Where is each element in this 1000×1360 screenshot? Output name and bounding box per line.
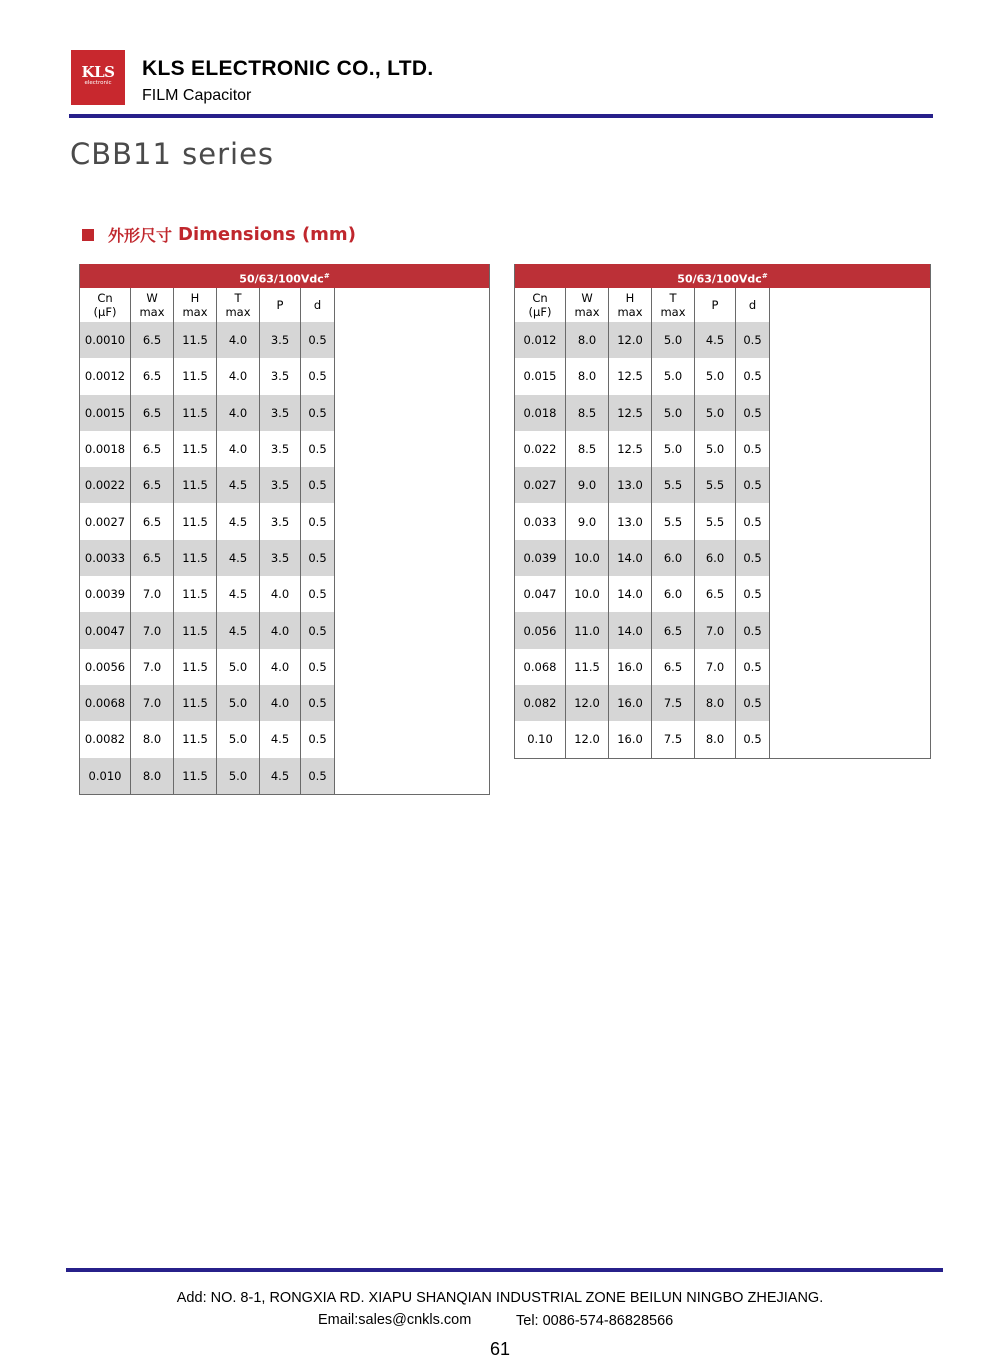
dimensions-table-right — [514, 264, 931, 759]
cell-d: 0.5 — [301, 758, 335, 794]
cell-h: 11.5 — [174, 540, 217, 576]
cell-t: 5.0 — [652, 322, 695, 358]
cell-p: 7.0 — [695, 612, 736, 648]
cell-p: 3.5 — [260, 322, 301, 358]
table-row — [515, 649, 930, 685]
table-row — [515, 576, 930, 612]
column-header-t — [652, 288, 695, 322]
table-header-row — [80, 288, 489, 322]
table-row — [515, 358, 930, 394]
column-header-sublabel: max — [617, 305, 643, 319]
cell-t: 4.5 — [217, 540, 260, 576]
cell-cn: 0.10 — [515, 721, 566, 757]
cell-cn: 0.068 — [515, 649, 566, 685]
column-header-sublabel: (µF) — [93, 305, 117, 319]
cell-p: 3.5 — [260, 395, 301, 431]
cell-p: 6.0 — [695, 540, 736, 576]
voltage-footnote-mark: # — [761, 272, 768, 280]
cell-d: 0.5 — [736, 685, 770, 721]
cell-t: 5.0 — [217, 758, 260, 794]
cell-t: 4.0 — [217, 322, 260, 358]
cell-h: 11.5 — [174, 649, 217, 685]
cell-t: 6.0 — [652, 576, 695, 612]
cell-d: 0.5 — [301, 503, 335, 539]
blank-cell — [335, 758, 488, 794]
cell-t: 4.5 — [217, 612, 260, 648]
table-row — [515, 685, 930, 721]
cell-cn: 0.039 — [515, 540, 566, 576]
cell-t: 5.0 — [217, 649, 260, 685]
cell-cn: 0.0068 — [80, 685, 131, 721]
cell-p: 4.0 — [260, 612, 301, 648]
cell-t: 5.0 — [652, 395, 695, 431]
column-header-sublabel: max — [182, 305, 208, 319]
table-row — [515, 540, 930, 576]
cell-p: 5.0 — [695, 395, 736, 431]
column-header-sublabel: max — [660, 305, 686, 319]
column-header-label: d — [313, 298, 322, 312]
cell-w: 8.5 — [566, 431, 609, 467]
cell-d: 0.5 — [736, 503, 770, 539]
cell-d: 0.5 — [301, 721, 335, 757]
cell-p: 7.0 — [695, 649, 736, 685]
cell-w: 12.0 — [566, 685, 609, 721]
cell-t: 4.0 — [217, 395, 260, 431]
cell-d: 0.5 — [301, 358, 335, 394]
cell-cn: 0.015 — [515, 358, 566, 394]
column-header-p — [695, 288, 736, 322]
blank-cell — [770, 540, 923, 576]
section-heading — [82, 223, 356, 246]
cell-d: 0.5 — [301, 431, 335, 467]
cell-cn: 0.0082 — [80, 721, 131, 757]
cell-w: 6.5 — [131, 540, 174, 576]
cell-t: 4.5 — [217, 576, 260, 612]
cell-h: 11.5 — [174, 612, 217, 648]
table-voltage-band — [515, 264, 930, 288]
cell-cn: 0.0047 — [80, 612, 131, 648]
cell-d: 0.5 — [301, 540, 335, 576]
blank-column — [335, 288, 488, 322]
table-row — [80, 576, 489, 612]
blank-cell — [335, 358, 488, 394]
cell-w: 6.5 — [131, 322, 174, 358]
cell-p: 3.5 — [260, 540, 301, 576]
blank-cell — [770, 576, 923, 612]
cell-w: 10.0 — [566, 576, 609, 612]
cell-h: 11.5 — [174, 358, 217, 394]
column-header-h — [174, 288, 217, 322]
cell-p: 6.5 — [695, 576, 736, 612]
cell-w: 6.5 — [131, 503, 174, 539]
cell-d: 0.5 — [736, 540, 770, 576]
blank-cell — [335, 395, 488, 431]
footer-email: Email:sales@cnkls.com — [318, 1312, 472, 1328]
column-header-label: T — [669, 291, 677, 305]
column-header-w — [566, 288, 609, 322]
table-row — [80, 503, 489, 539]
cell-cn: 0.0039 — [80, 576, 131, 612]
cell-h: 13.0 — [609, 467, 652, 503]
voltage-label: 50/63/100Vdc — [677, 272, 762, 286]
table-row — [80, 685, 489, 721]
cell-cn: 0.0018 — [80, 431, 131, 467]
cell-w: 10.0 — [566, 540, 609, 576]
cell-h: 11.5 — [174, 685, 217, 721]
cell-p: 4.5 — [260, 758, 301, 794]
cell-p: 5.0 — [695, 431, 736, 467]
cell-p: 8.0 — [695, 721, 736, 757]
cell-cn: 0.0015 — [80, 395, 131, 431]
cell-t: 5.0 — [217, 721, 260, 757]
table-row — [515, 503, 930, 539]
cell-p: 3.5 — [260, 503, 301, 539]
cell-t: 4.5 — [217, 503, 260, 539]
cell-p: 8.0 — [695, 685, 736, 721]
blank-cell — [770, 467, 923, 503]
cell-d: 0.5 — [736, 395, 770, 431]
column-header-d — [736, 288, 770, 322]
table-row — [80, 322, 489, 358]
cell-h: 16.0 — [609, 721, 652, 757]
table-row — [80, 467, 489, 503]
cell-d: 0.5 — [736, 431, 770, 467]
cell-d: 0.5 — [301, 612, 335, 648]
cell-p: 3.5 — [260, 358, 301, 394]
column-header-h — [609, 288, 652, 322]
column-header-sublabel: max — [139, 305, 165, 319]
cell-cn: 0.0012 — [80, 358, 131, 394]
voltage-footnote-mark: # — [323, 272, 330, 280]
column-header-label: T — [234, 291, 242, 305]
cell-w: 7.0 — [131, 685, 174, 721]
cell-t: 5.0 — [652, 431, 695, 467]
table-row — [80, 758, 489, 794]
column-header-sublabel: max — [574, 305, 600, 319]
table-row — [80, 431, 489, 467]
cell-t: 7.5 — [652, 685, 695, 721]
cell-h: 16.0 — [609, 649, 652, 685]
cell-t: 4.5 — [217, 467, 260, 503]
cell-p: 4.0 — [260, 685, 301, 721]
cell-p: 3.5 — [260, 431, 301, 467]
cell-d: 0.5 — [301, 685, 335, 721]
cell-cn: 0.027 — [515, 467, 566, 503]
cell-cn: 0.033 — [515, 503, 566, 539]
cell-t: 5.0 — [217, 685, 260, 721]
cell-p: 5.5 — [695, 467, 736, 503]
cell-d: 0.5 — [301, 467, 335, 503]
dimensions-table-left — [79, 264, 490, 795]
column-header-d — [301, 288, 335, 322]
cell-cn: 0.010 — [80, 758, 131, 794]
blank-cell — [335, 685, 488, 721]
cell-p: 4.0 — [260, 576, 301, 612]
cell-d: 0.5 — [301, 395, 335, 431]
cell-d: 0.5 — [736, 576, 770, 612]
kls-logo — [71, 50, 125, 105]
section-heading-en: Dimensions (mm) — [178, 224, 356, 245]
cell-h: 11.5 — [174, 576, 217, 612]
blank-column — [770, 288, 923, 322]
cell-w: 11.5 — [566, 649, 609, 685]
footer-tel: Tel: 0086-574-86828566 — [516, 1313, 674, 1329]
company-name: KLS ELECTRONIC CO., LTD. — [142, 57, 434, 80]
blank-cell — [770, 322, 923, 358]
table-row — [80, 612, 489, 648]
cell-w: 8.0 — [566, 358, 609, 394]
cell-t: 6.0 — [652, 540, 695, 576]
column-header-label: Cn — [532, 291, 548, 305]
cell-t: 6.5 — [652, 612, 695, 648]
cell-w: 8.0 — [566, 322, 609, 358]
cell-h: 14.0 — [609, 612, 652, 648]
cell-h: 12.5 — [609, 358, 652, 394]
cell-w: 11.0 — [566, 612, 609, 648]
cell-d: 0.5 — [736, 649, 770, 685]
cell-h: 14.0 — [609, 540, 652, 576]
cell-h: 11.5 — [174, 721, 217, 757]
table-row — [515, 322, 930, 358]
column-header-label: P — [276, 298, 284, 312]
cell-t: 5.5 — [652, 467, 695, 503]
table-row — [80, 358, 489, 394]
cell-w: 6.5 — [131, 467, 174, 503]
cell-t: 5.5 — [652, 503, 695, 539]
blank-cell — [770, 503, 923, 539]
blank-cell — [335, 612, 488, 648]
table-voltage-band — [80, 264, 489, 288]
cell-w: 6.5 — [131, 395, 174, 431]
column-header-sublabel: (µF) — [528, 305, 552, 319]
voltage-label: 50/63/100Vdc — [239, 272, 324, 286]
cell-w: 9.0 — [566, 503, 609, 539]
header-rule — [69, 114, 933, 118]
column-header-t — [217, 288, 260, 322]
cell-cn: 0.018 — [515, 395, 566, 431]
cell-h: 11.5 — [174, 758, 217, 794]
cell-cn: 0.056 — [515, 612, 566, 648]
column-header-label: H — [190, 291, 200, 305]
cell-t: 6.5 — [652, 649, 695, 685]
blank-cell — [770, 721, 923, 757]
cell-d: 0.5 — [301, 322, 335, 358]
product-category: FILM Capacitor — [142, 87, 252, 104]
cell-w: 8.5 — [566, 395, 609, 431]
cell-h: 12.5 — [609, 395, 652, 431]
blank-cell — [770, 395, 923, 431]
cell-w: 8.0 — [131, 758, 174, 794]
bullet-square-icon — [82, 229, 94, 241]
column-header-label: W — [146, 291, 158, 305]
blank-cell — [335, 322, 488, 358]
cell-p: 5.0 — [695, 358, 736, 394]
table-row — [515, 395, 930, 431]
table-row — [80, 649, 489, 685]
table-row — [80, 540, 489, 576]
cell-d: 0.5 — [736, 358, 770, 394]
column-header-label: d — [748, 298, 757, 312]
table-row — [80, 721, 489, 757]
cell-cn: 0.0010 — [80, 322, 131, 358]
cell-h: 11.5 — [174, 431, 217, 467]
table-header-row — [515, 288, 930, 322]
cell-h: 11.5 — [174, 322, 217, 358]
cell-h: 11.5 — [174, 467, 217, 503]
cell-h: 12.0 — [609, 322, 652, 358]
cell-cn: 0.012 — [515, 322, 566, 358]
blank-cell — [335, 503, 488, 539]
cell-d: 0.5 — [736, 612, 770, 648]
cell-w: 6.5 — [131, 431, 174, 467]
cell-p: 4.0 — [260, 649, 301, 685]
cell-w: 8.0 — [131, 721, 174, 757]
cell-cn: 0.047 — [515, 576, 566, 612]
column-header-cn — [80, 288, 131, 322]
cell-t: 7.5 — [652, 721, 695, 757]
footer-rule — [66, 1268, 943, 1272]
blank-cell — [770, 612, 923, 648]
blank-cell — [335, 721, 488, 757]
blank-cell — [770, 431, 923, 467]
cell-p: 5.5 — [695, 503, 736, 539]
blank-cell — [770, 358, 923, 394]
series-title: CBB11 series — [70, 137, 275, 171]
blank-cell — [770, 685, 923, 721]
cell-w: 7.0 — [131, 649, 174, 685]
cell-h: 11.5 — [174, 503, 217, 539]
cell-d: 0.5 — [301, 649, 335, 685]
blank-cell — [335, 649, 488, 685]
column-header-label: P — [711, 298, 719, 312]
cell-w: 12.0 — [566, 721, 609, 757]
blank-cell — [770, 649, 923, 685]
blank-cell — [335, 431, 488, 467]
column-header-label: W — [581, 291, 593, 305]
blank-cell — [335, 576, 488, 612]
cell-t: 4.0 — [217, 358, 260, 394]
table-row — [80, 395, 489, 431]
cell-p: 4.5 — [695, 322, 736, 358]
logo-subtext: electronic — [84, 80, 112, 86]
cell-p: 4.5 — [260, 721, 301, 757]
column-header-w — [131, 288, 174, 322]
cell-w: 6.5 — [131, 358, 174, 394]
cell-p: 3.5 — [260, 467, 301, 503]
cell-cn: 0.0027 — [80, 503, 131, 539]
cell-d: 0.5 — [736, 322, 770, 358]
cell-h: 13.0 — [609, 503, 652, 539]
column-header-sublabel: max — [225, 305, 251, 319]
blank-cell — [335, 540, 488, 576]
cell-h: 16.0 — [609, 685, 652, 721]
cell-cn: 0.0033 — [80, 540, 131, 576]
cell-cn: 0.0056 — [80, 649, 131, 685]
table-row — [515, 431, 930, 467]
cell-t: 4.0 — [217, 431, 260, 467]
cell-w: 7.0 — [131, 576, 174, 612]
cell-cn: 0.082 — [515, 685, 566, 721]
footer-address: Add: NO. 8-1, RONGXIA RD. XIAPU SHANQIAN INDUSTRIAL ZONE BEILUN NINGBO ZHEJIANG. — [176, 1290, 824, 1306]
cell-w: 9.0 — [566, 467, 609, 503]
logo-text: KLS — [81, 63, 115, 81]
cell-t: 5.0 — [652, 358, 695, 394]
section-heading-cn: 外形尺寸 — [108, 226, 173, 245]
blank-cell — [335, 467, 488, 503]
cell-d: 0.5 — [736, 467, 770, 503]
column-header-cn — [515, 288, 566, 322]
cell-cn: 0.022 — [515, 431, 566, 467]
column-header-label: Cn — [97, 291, 113, 305]
table-row — [515, 721, 930, 757]
page-number: 61 — [489, 1339, 511, 1359]
cell-w: 7.0 — [131, 612, 174, 648]
column-header-label: H — [625, 291, 635, 305]
table-row — [515, 467, 930, 503]
column-header-p — [260, 288, 301, 322]
cell-d: 0.5 — [301, 576, 335, 612]
cell-h: 14.0 — [609, 576, 652, 612]
table-row — [515, 612, 930, 648]
cell-cn: 0.0022 — [80, 467, 131, 503]
cell-d: 0.5 — [736, 721, 770, 757]
cell-h: 11.5 — [174, 395, 217, 431]
cell-h: 12.5 — [609, 431, 652, 467]
